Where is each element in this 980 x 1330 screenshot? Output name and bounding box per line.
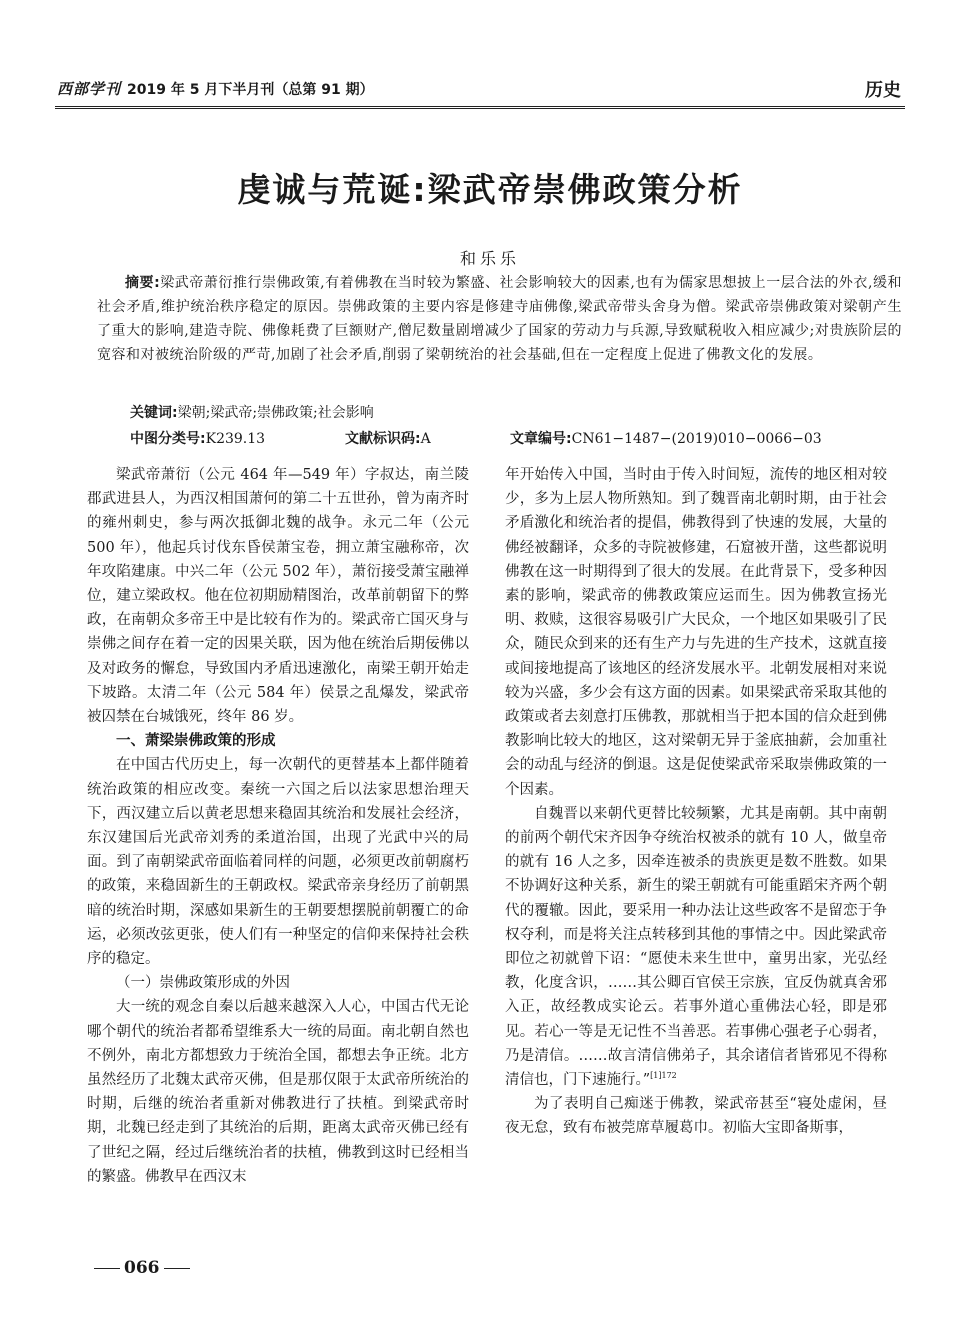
body-paragraph [505, 802, 887, 1092]
body-paragraph: 年开始传入中国，当时由于传入时间短，流传的地区相对较少，多为上层人物所熟知。到了魏晋南北朝时期，由于社会矛盾激化和统治者的提倡，佛教得到了快速的发展，大量的佛经被翻译，众多的寺院被修建，石窟被开凿，这些都说明佛教在这一时期得到了很大的发展。在此背景下，受多种因素的影响，梁武帝的佛教政策应运而生。因为佛教宣扬光明、救赎，这很容易吸引广大民众，一个地区如果吸引了民众，随民众到来的还有生产力与先进的生产技术，这就直接或间接地提高了该地区的经济发展水平。北朝发展相对来说较为兴盛，多少会有这方面的因素。如果梁武帝采取其他的政策或者去刻意打压佛教，那就相当于把本国的信众赶到佛教影响比较大的地区，这对梁朝无异于釜底抽薪，会加重社会的动乱与经济的倒退。这是促使梁武帝采取崇佛政策的一个因素。 [505, 467, 887, 798]
section-tag: 历史 [865, 80, 901, 101]
section-heading: 一、萧梁崇佛政策的形成 [116, 733, 276, 750]
body-column-right [505, 463, 887, 1141]
article-title: 虔诚与荒诞:梁武帝崇佛政策分析 [237, 170, 743, 209]
body-column-left [87, 463, 469, 1189]
document-code: 文献标识码:A [345, 431, 431, 447]
article-author: 和乐乐 [459, 249, 520, 268]
keywords [130, 402, 890, 422]
journal-issue: 2019 年 5 月下半月刊（总第 91 期） [127, 82, 374, 98]
keywords-label: 关键词: [130, 405, 178, 421]
citation-ref: [1]172 [650, 1071, 677, 1081]
clc-number: 中图分类号:K239.13 [130, 431, 266, 447]
journal-info [57, 78, 374, 99]
article-number: 文章编号:CN61−1487−(2019)010−0066−03 [510, 431, 822, 447]
abstract-label: 摘要: [125, 275, 161, 291]
keywords-text: 梁朝;梁武帝;崇佛政策;社会影响 [177, 405, 374, 421]
body-paragraph: 在中国古代历史上，每一次朝代的更替基本上都伴随着统治政策的相应改变。秦统一六国之后以法家思想治理天下，西汉建立后以黄老思想来稳固其统治和发展社会经济，东汉建国后光武帝刘秀的柔道治国，出现了光武中兴的局面。到了南朝梁武帝面临着同样的问题，必须更改前朝腐朽的政策，来稳固新生的王朝政权。梁武帝亲身经历了前朝黑暗的统治时期，深感如果新生的王朝要想摆脱前朝覆亡的命运，必须改弦更张，使人们有一种坚定的信仰来保持社会秩序的稳定。 [87, 757, 469, 968]
journal-name: 西部学刊 [57, 80, 122, 98]
running-header [55, 72, 905, 109]
body-paragraph: 为了表明自己痴迷于佛教，梁武帝甚至“寝处虚闲，昼夜无怠，致有布被莞席草履葛巾。初临大宝即备斯事， [505, 1096, 887, 1137]
body-paragraph: 大一统的观念自秦以后越来越深入人心，中国古代无论哪个朝代的统治者都希望维系大一统的局面。南北朝自然也不例外，南北方都想致力于统治全国，都想去争正统。北方虽然经历了北魏太武帝灭佛，但是那仅限于太武帝所统治的时期，后继的统治者重新对佛教进行了扶植。到梁武帝时期，北魏已经走到了其统治的后期，距离太武帝灭佛已经有了世纪之隔，经过后继统治者的扶植，佛教到这时已经相当的繁盛。佛教早在西汉末 [87, 999, 469, 1185]
body-paragraph: 梁武帝萧衍（公元 464 年—549 年）字叔达，南兰陵郡武进县人，为西汉相国萧何的第二十五世孙，曾为南齐时的雍州刺史，参与两次抵御北魏的战争。永元二年（公元 500 年），他起兵讨伐东昏侯萧宝卷，拥立萧宝融称帝，次年攻陷建康。中兴二年（公元 502 年），萧衍接受萧宝融禅位，建立梁政权。他在位初期励精图治，改革前朝留下的弊政，在南朝众多帝王中是比较有作为的。梁武帝亡国灭身与崇佛之间存在着一定的因果关联，因为他在统治后期佞佛以及对政务的懈怠，导致国内矛盾迅速激化，南梁王朝开始走下坡路。太清二年（公元 584 年）侯景之乱爆发，梁武帝被囚禁在台城饿死，终年 86 岁。 [87, 467, 469, 726]
abstract [97, 271, 902, 367]
paragraph-text: 自魏晋以来朝代更替比较频繁，尤其是南朝。其中南朝的前两个朝代宋齐因争夺统治权被杀的就有 10 人，做皇帝的就有 16 人之多，因牵连被杀的贵族更是数不胜数。如果不协调好这种关系，新生的梁王朝就有可能重蹈宋齐两个朝代的覆辙。因此，要采用一种办法让这些政客不是留恋于争权夺利，而是将关注点转移到其他的事情之中。因此梁武帝即位之初就曾下诏：“愿使未来生世中，童男出家，光弘经教，化度含识，……其公卿百官侯王宗族，宜反伪就真舍邪入正，故经教成实论云。若事外道心重佛法心轻，即是邪见。若心一等是无记性不当善恶。若事佛心强老子心弱者，乃是清信。……故言清信佛弟子，其余诸信者皆邪见不得称清信也，门下速施行。” [505, 805, 887, 1089]
subsection-heading: （一）崇佛政策形成的外因 [116, 975, 290, 992]
abstract-text: 梁武帝萧衍推行崇佛政策,有着佛教在当时较为繁盛、社会影响较大的因素,也有为儒家思想披上一层合法的外衣,缓和社会矛盾,维护统治秩序稳定的原因。崇佛政策的主要内容是修建寺庙佛像,梁武帝带头舍身为僧。梁武帝崇佛政策对梁朝产生了重大的影响,建造寺院、佛像耗费了巨额财产,僧尼数量剧增减少了国家的劳动力与兵源,导致赋税收入相应减少;对贵族阶层的宽容和对被统治阶级的严苛,加剧了社会矛盾,削弱了梁朝统治的社会基础,但在一定程度上促进了佛教文化的发展。 [97, 275, 902, 363]
page-number: 066 [90, 1258, 194, 1278]
